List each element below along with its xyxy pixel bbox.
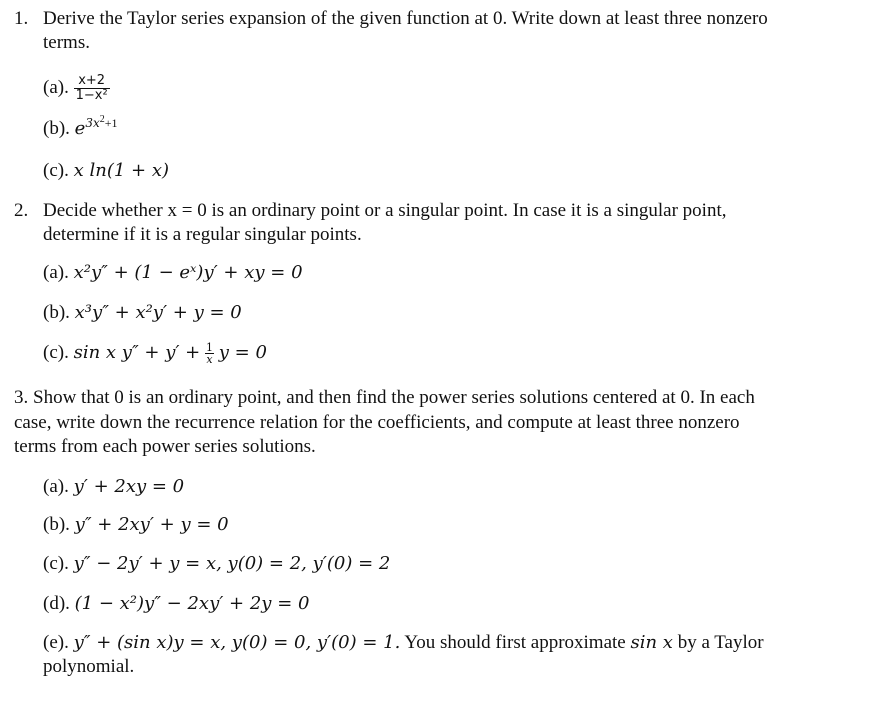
q3-part-c <box>43 553 390 575</box>
q3-text-line2: case, write down the recurrence relation for the coefficients, and compute at least three nonzero <box>14 412 740 433</box>
q2-c-expression-post: y = 0 <box>218 342 267 363</box>
q3-e-line2: polynomial. <box>43 656 135 677</box>
q1-c-expression: x ln(1 + x) <box>73 160 169 181</box>
q1-part-a <box>43 71 110 105</box>
q1-a-label: (a). <box>43 77 69 98</box>
q3-text-line1: 3. Show that 0 is an ordinary point, and then find the power series solutions centered at 0. In each <box>14 387 755 408</box>
q2-a-label: (a). <box>43 262 69 283</box>
q2-b-expression: x³y″ + x²y′ + y = 0 <box>74 302 242 323</box>
q2-text-line2: determine if it is a regular singular points. <box>43 224 362 245</box>
q1-intro-line1 <box>14 8 768 30</box>
q2-intro-line1 <box>14 200 727 222</box>
q1-a-denominator: 1−x² <box>75 88 108 104</box>
q3-c-label: (c). <box>43 553 69 574</box>
q2-c-fraction <box>205 342 214 365</box>
q1-part-b <box>43 113 118 140</box>
q1-text-line1: Derive the Taylor series expansion of the given function at 0. Write down at least three nonzero <box>43 8 768 29</box>
q2-c-frac-numerator: 1 <box>206 341 214 355</box>
q3-a-label: (a). <box>43 476 69 497</box>
q3-b-label: (b). <box>43 514 70 535</box>
q3-text-line3: terms from each power series solutions. <box>14 436 316 457</box>
q1-text-line2: terms. <box>43 32 90 53</box>
q1-a-numerator: x+2 <box>74 74 110 89</box>
q1-b-label: (b). <box>43 118 70 139</box>
q3-e-expression: y″ + (sin x)y = x, y(0) = 0, y′(0) = 1. <box>73 632 401 653</box>
q3-part-e <box>43 632 764 654</box>
q2-c-label: (c). <box>43 342 69 363</box>
q3-part-a <box>43 476 184 498</box>
q1-b-exp-square: 2 <box>99 113 105 125</box>
q3-e-text: You should first approximate <box>404 632 626 653</box>
q2-number: 2. <box>14 200 29 221</box>
q3-d-label: (d). <box>43 593 70 614</box>
q2-a-expression: x²y″ + (1 − eˣ)y′ + xy = 0 <box>73 262 303 283</box>
q3-c-expression: y″ − 2y′ + y = x, y(0) = 2, y′(0) = 2 <box>73 553 391 574</box>
q2-part-c <box>43 338 267 368</box>
q3-d-expression: (1 − x²)y″ − 2xy′ + 2y = 0 <box>74 593 310 614</box>
q3-e-text2: by a Taylor <box>677 632 764 653</box>
q1-b-exponent <box>85 113 118 130</box>
q3-part-d <box>43 593 309 615</box>
q3-e-label: (e). <box>43 632 69 653</box>
q3-part-b <box>43 514 229 536</box>
q2-c-frac-denominator: x <box>206 353 213 367</box>
q2-part-a <box>43 262 303 284</box>
q1-b-base: e <box>74 118 86 139</box>
q2-part-b <box>43 302 242 324</box>
q2-b-label: (b). <box>43 302 70 323</box>
q3-b-expression: y″ + 2xy′ + y = 0 <box>74 514 229 535</box>
q1-number: 1. <box>14 8 29 29</box>
q1-c-label: (c). <box>43 160 69 181</box>
q1-part-c <box>43 160 169 182</box>
q1-b-exp-post: +1 <box>104 115 118 130</box>
q3-e-math2: sin x <box>630 632 673 653</box>
q2-text-line1: Decide whether x = 0 is an ordinary point or a singular point. In case it is a singular point, <box>43 200 727 221</box>
q2-c-expression-pre: sin x y″ + y′ + <box>73 342 201 363</box>
q1-b-exp-pre: 3x <box>85 115 100 130</box>
q3-a-expression: y′ + 2xy = 0 <box>73 476 185 497</box>
q1-a-fraction <box>74 74 110 103</box>
